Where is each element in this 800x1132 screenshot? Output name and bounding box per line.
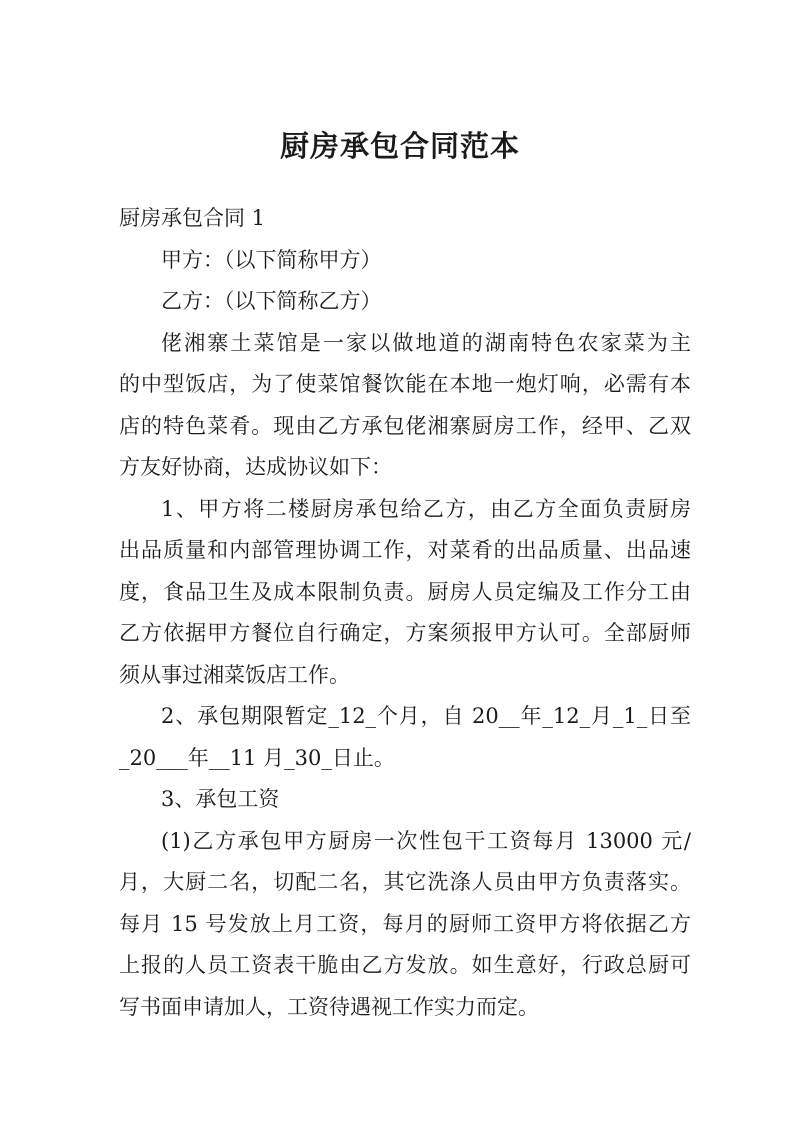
paragraph-line: 乙方依据甲方餐位自行确定，方案须报甲方认可。全部厨师 xyxy=(119,621,691,645)
paragraph-line: 1、甲方将二楼厨房承包给乙方，由乙方全面负责厨房 xyxy=(161,496,691,521)
paragraph-line: 的中型饭店，为了使菜馆餐饮能在本地一炮灯响，必需有本 xyxy=(119,372,691,396)
paragraph-line: 出品质量和内部管理协调工作，对菜肴的出品质量、出品速 xyxy=(119,538,691,562)
contract-heading: 厨房承包合同 1 xyxy=(119,206,266,230)
document-title: 厨房承包合同范本 xyxy=(279,129,520,163)
paragraph-line: 3、承包工资 xyxy=(161,787,280,811)
paragraph-line: 写书面申请加人，工资待遇视工作实力而定。 xyxy=(119,994,539,1019)
paragraph-line: 须从事过湘菜饭店工作。 xyxy=(119,662,350,687)
paragraph-line: 店的特色菜肴。现由乙方承包佬湘寨厨房工作，经甲、乙双 xyxy=(119,413,691,438)
paragraph-line: 方友好协商，达成协议如下： xyxy=(119,455,392,479)
paragraph-line: (1)乙方承包甲方厨房一次性包干工资每月 13000 元/ xyxy=(161,828,691,853)
paragraph-line: 甲方：（以下简称甲方） xyxy=(161,247,382,272)
paragraph-line: 2、承包期限暂定_12_个月，自 20__年_12_月_1_日至 xyxy=(161,704,691,728)
paragraph-line: 每月 15 号发放上月工资，每月的厨师工资甲方将依据乙方 xyxy=(119,911,691,936)
paragraph-line: 月，大厨二名，切配二名，其它洗涤人员由甲方负责落实。 xyxy=(119,870,691,894)
paragraph-line: 度，食品卫生及成本限制负责。厨房人员定编及工作分工由 xyxy=(119,579,691,604)
paragraph-line: 上报的人员工资表干脆由乙方发放。如生意好，行政总厨可 xyxy=(119,953,691,977)
document-body xyxy=(119,198,691,1028)
paragraph-line: 乙方：（以下简称乙方） xyxy=(161,289,382,313)
paragraph-line: 佬湘寨土菜馆是一家以做地道的湖南特色农家菜为主 xyxy=(161,330,691,355)
paragraph-line: _20___年__11 月_30_日止。 xyxy=(119,745,395,770)
